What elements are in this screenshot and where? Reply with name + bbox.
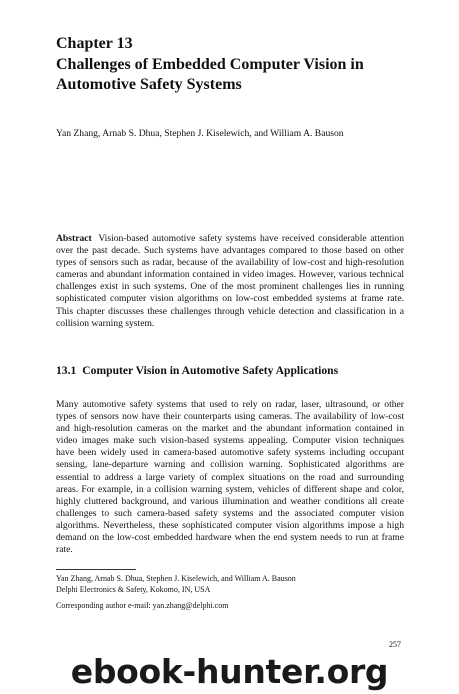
chapter-authors: Yan Zhang, Arnab S. Dhua, Stephen J. Kiselewich, and William A. Bauson	[56, 128, 344, 139]
footnote-authors: Yan Zhang, Arnab S. Dhua, Stephen J. Kiselewich, and William A. Bauson	[56, 574, 296, 583]
chapter-label: Chapter 13	[56, 35, 133, 52]
abstract-label: Abstract	[56, 233, 92, 244]
page-number: 257	[389, 640, 401, 649]
watermark: ebook-hunter.org	[70, 652, 389, 691]
footnote	[56, 574, 416, 612]
chapter-title: Challenges of Embedded Computer Vision in Automotive Safety Systems	[56, 56, 364, 93]
section-body: Many automotive safety systems that used to rely on radar, laser, ultrasound, or other types of sensors now have their counterparts using cameras. The availability of low-cost and high-resolution cameras on the market and the abundant information contained in video images make such vision-based systems appealing. Computer vision techniques have been widely used in camera-based automotive safety systems including occupant sensing, lane-departure warning and collision warning. Sophisticated algorithms are essential to address a large variety of complex situations on the road and surrounding areas. For example, in a collision warning system, vehicles of different shape and color, highly cluttered background, and various illumination and weather conditions all create challenges to such camera-based safety systems and the associated computer vision algorithms. Nevertheless, these sophisticated computer vision algorithms impose a high demand on the low-cost embedded hardware when the end system needs to run at frame rate.	[56, 399, 404, 556]
footnote-divider	[56, 569, 136, 570]
abstract-text: Vision-based automotive safety systems have received considerable attention over the past decade. Such systems have advantages compared to those based on other types of sensors such as radar, because of the availability of low-cost and high-resolution cameras and abundant information contained in video images. However, various technical challenges exist in such systems. One of the most prominent challenges lies in running sophisticated computer vision algorithms on low-cost embedded systems at frame rate. This chapter discusses these challenges through vehicle detection and classification in a collision warning system.	[56, 233, 404, 329]
section-heading	[56, 364, 338, 378]
footnote-affiliation: Delphi Electronics & Safety, Kokomo, IN, USA	[56, 584, 211, 594]
section-title: Computer Vision in Automotive Safety Applications	[82, 364, 339, 377]
abstract	[56, 233, 404, 330]
section-number: 13.1	[56, 364, 77, 377]
footnote-corresponding: Corresponding author e-mail: yan.zhang@delphi.com	[56, 601, 229, 611]
